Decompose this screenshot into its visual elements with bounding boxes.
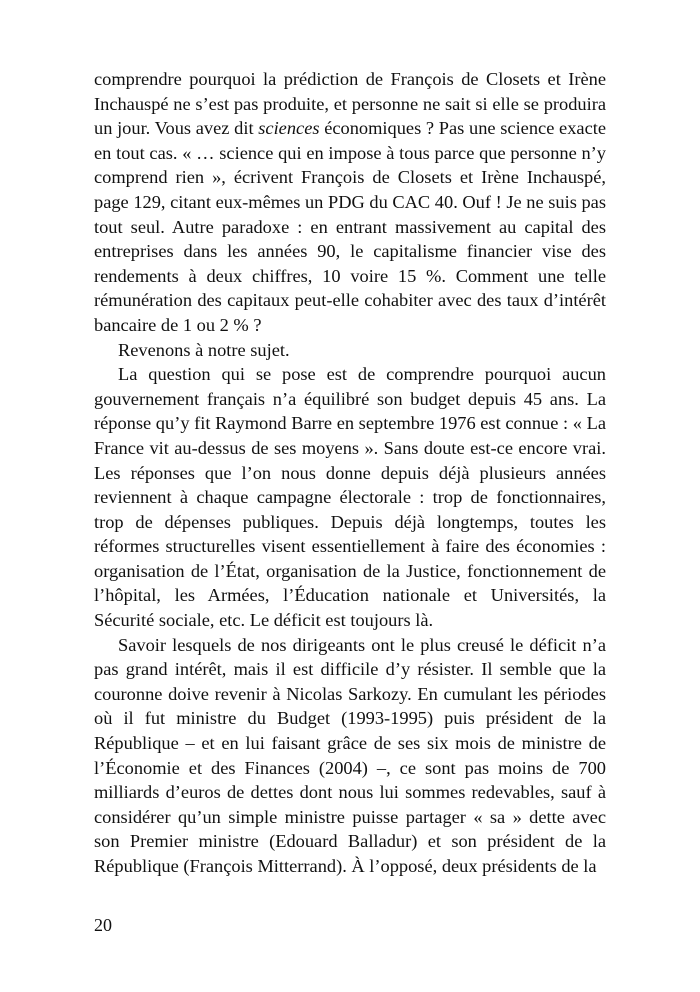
page-body bbox=[94, 67, 606, 879]
emphasis-sciences: sciences bbox=[258, 118, 320, 139]
paragraph-dirigeants-deficit: Savoir lesquels de nos dirigeants ont le plus creusé le déficit n’a pas grand intérêt, mais il est difficile d’y résister. Il semble que la couronne doive revenir à Nicolas Sarkozy. En cumulant les périodes où il fut ministre du Budget (1993-1995) puis président de la République – et en lui faisant grâce de ses six mois de ministre de l’Économie et des Finances (2004) –, ce sont pas moins de 700 milliards d’euros de dettes dont nous lui sommes redevables, sauf à considérer qu’un simple ministre puisse partager « sa » dette avec son Premier ministre (Edouard Balladur) et son président de la République (François Mitterrand). À l’opposé, deux présidents de la bbox=[94, 634, 606, 876]
paragraph-revenons: Revenons à notre sujet. bbox=[118, 339, 290, 360]
paragraph-question-budget: La question qui se pose est de comprendre pourquoi aucun gouvernement français n’a équilibré son budget depuis 45 ans. La réponse qu’y fit Raymond Barre en septembre 1976 est connue : « La France vit au-dessus de ses moyens ». Sans doute est-ce encore vrai. Les réponses que l’on nous donne depuis déjà plusieurs années reviennent à chaque campagne électorale : trop de fonctionnaires, trop de dépenses publiques. Depuis déjà longtemps, toutes les réformes structurelles visent essentiellement à faire des économies : organisation de l’État, organisation de la Justice, fonctionnement de l’hôpital, les Armées, l’Éducation nationale et Universités, la Sécurité sociale, etc. Le déficit est toujours là. bbox=[94, 364, 606, 631]
paragraph-continuation bbox=[94, 67, 606, 338]
page-number: 20 bbox=[94, 915, 112, 935]
paragraph-1-text-after: économiques ? Pas une science exacte en tout cas. « … science qui en impose à tous parce que personne n’y comprend rien », écrivent François de Closets et Irène Inchauspé, page 129, citant eux-mêmes un PDG du CAC 40. Ouf ! Je ne suis pas tout seul. Autre paradoxe : en entrant massivement au capital des entreprises dans les années 90, le capitalisme financier vise des rendements à deux chiffres, 10 voire 15 %. Comment une telle rémunération des capitaux peut-elle cohabiter avec des taux d’intérêt bancaire de 1 ou 2 % ? bbox=[94, 118, 607, 335]
paragraph-1-text-before: comprendre pourquoi la prédiction de François de Closets et Irène Inchauspé ne s’est pas produite, et personne ne sait si elle se produira un jour. Vous avez dit bbox=[94, 69, 606, 139]
